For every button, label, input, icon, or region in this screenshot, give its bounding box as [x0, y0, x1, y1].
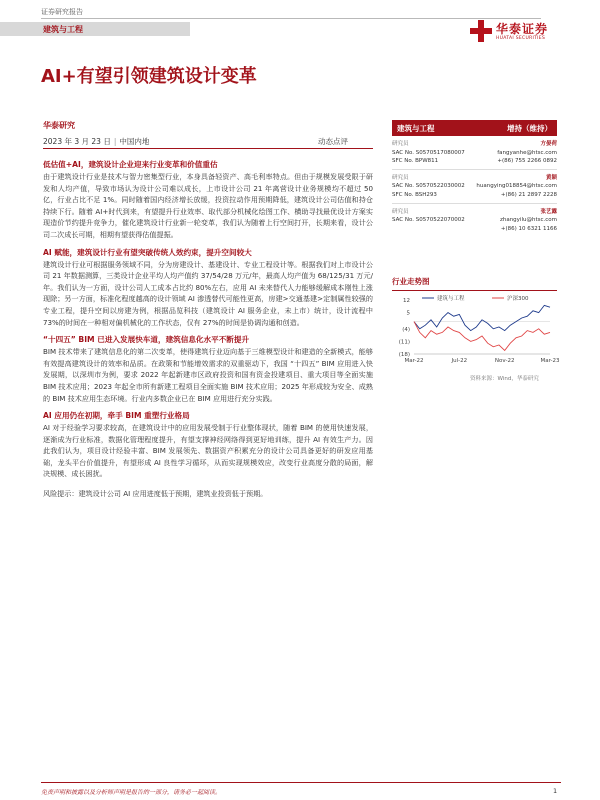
paragraph-text: 由于建筑设计行业是技术与智力密集型行业，本身具备轻资产、高毛利率特点。但由于规模发展受限于研发和人均产值，导致市场认为设计公司难以成长，上市设计公司 21 年离营设计业务规模均不超过 50 亿，行业占比不足 1%。同时随着国内经济增长放缓，投资拉动作用预期降低，建筑设计公司估值和持仓持续下行。随着 AI+时代到来，有望提升行业效率、取代部分机械化绘图工作、横助寻找最优设计方案实现造价节约提升竞争力，催化建筑设计行业新一轮变革，我们认为随着上行空间打开，长期来看，设计公司二次成长可期，相期有望获得估值提振。: [43, 172, 373, 239]
chart-source: 资料来源：Wind，华泰研究: [470, 376, 539, 382]
series-line-1: [414, 322, 550, 351]
rating-label: 增持（维持）: [507, 123, 552, 133]
footer-rule: [41, 782, 561, 783]
brand-name-cn: 华泰证券: [496, 21, 549, 36]
title-rule: [43, 148, 373, 149]
brand-mark-icon: [470, 20, 492, 42]
analyst-sac: SAC No. S0570517080007: [392, 149, 465, 156]
paragraph-text: AI 对于经验学习要求较高，在建筑设计中的应用发展受制于行业整体现状，随着 BIM 的使用快速发展，逐渐成为行业标准，数据化管理程度提升，有望支撑神经网络得到更好地训练，提升 AI 有效生产力。因此我们认为，项目设计经验丰富、BIM 发展领先、数据资产积累充分的设计公司具备更好的研发应用基础，龙头平台价值提升，有望形成 AI 良性学习循环，从而实现规模效应，改变行业高度分散的局面，解决规模、成长困扰。: [43, 423, 373, 479]
y-tick-label: 5: [406, 310, 410, 317]
analyst-role: 研究员: [392, 208, 409, 215]
risk-warning: 风险提示：建筑设计公司 AI 应用进度低于预期，建筑业投资低于预期。: [43, 489, 268, 499]
analyst-email[interactable]: fangyanhe@htsc.com: [497, 149, 557, 156]
brand-logo: [470, 20, 570, 42]
industry-label: 建筑与工程: [397, 123, 435, 133]
y-tick-label: (11): [398, 339, 410, 346]
section-band: [0, 22, 190, 36]
chart-title: 行业走势图: [392, 277, 430, 286]
analyst-sac: SAC No. S0570522030002: [392, 183, 465, 190]
analyst-role: 研究员: [392, 141, 409, 147]
analyst-phone: +(86) 21 2897 2228: [500, 191, 557, 198]
section-label: 建筑与工程: [43, 25, 83, 34]
analyst-card: [392, 174, 557, 204]
analyst-name: 张艺露: [540, 208, 557, 215]
paragraph-heading: 低估值+AI，建筑设计企业迎来行业变革和价值重估: [43, 160, 218, 169]
industry-trend-chart: [392, 292, 560, 372]
analyst-name: 黄颖: [545, 174, 557, 181]
date-line: 2023 年 3 月 23 日 | 中国内地: [43, 137, 150, 146]
paragraph-heading: “十四五” BIM 已进入发展快车道，建筑信息化水平不断提升: [43, 335, 250, 345]
y-tick-label: (4): [402, 326, 410, 333]
analyst-sfc: SFC No. BSH293: [392, 191, 437, 198]
analyst-sfc: SFC No. BPW811: [392, 158, 439, 165]
y-tick-label: (18): [398, 352, 410, 358]
report-region: 中国内地: [119, 137, 150, 146]
analyst-card: [392, 140, 557, 170]
analyst-phone: +(86) 10 6321 1166: [500, 225, 557, 232]
analyst-role: 研究员: [392, 174, 409, 181]
legend-label: 沪深300: [507, 296, 529, 302]
x-tick-label: Mar-23: [540, 358, 560, 364]
x-tick-label: Nov-22: [494, 358, 515, 364]
analyst-card: [392, 208, 557, 234]
brand-name-en: HUATAI SECURITIES: [496, 35, 546, 41]
x-tick-label: Mar-22: [404, 358, 424, 364]
report-title: AI+有望引领建筑设计变革: [41, 66, 257, 87]
report-date: 2023 年 3 月 23 日: [43, 137, 111, 146]
footer-disclaimer: 免责声明和披露以及分析师声明是报告的一部分，请务必一起阅读。: [41, 789, 222, 796]
legend-label: 建筑与工程: [437, 296, 465, 302]
paragraph-text: BIM 技术带来了建筑信息化的第二次变革，使得建筑行业迈向基于三维模型设计和建造的全新模式，能够有效提高建筑设计的效率和品质。在政策和节能增效需求的双重驱动下，我国 “十四五” BIM 应用进入快发展期，以深圳市为例，要求 2022 年起新建市区政府投资和国有资金投建项目、重大项目等全面实施 BIM 技术应用；2023 年起全市所有新建工程项目全面实施 BIM 技术应用；2025 年形成较为安全、成熟的 BIM 技术应用生态环境。行业内多数企业已在 BIM 应用进行充分实践。: [43, 347, 373, 403]
analyst-sac: SAC No. S0570522070002: [392, 217, 465, 224]
series-line-0: [414, 305, 550, 330]
analyst-phone: +(86) 755 2266 0892: [497, 158, 557, 165]
analyst-email[interactable]: huangying018854@htsc.com: [476, 183, 557, 190]
rating-header: [392, 120, 557, 136]
report-kind: 证券研究报告: [41, 8, 83, 16]
sidebar: [392, 120, 557, 233]
main-body: [43, 153, 373, 500]
paragraph-heading: AI 应用仍在初期，牵手 BIM 重塑行业格局: [43, 411, 190, 421]
chart-rule: [392, 290, 557, 291]
header-rule: [41, 18, 541, 19]
x-tick-label: Jul-22: [451, 358, 468, 364]
analyst-name: 方晏荷: [540, 141, 557, 147]
page-number: 1: [553, 787, 558, 795]
doc-type: 动态点评: [318, 137, 348, 146]
research-firm: 华泰研究: [43, 121, 75, 130]
y-tick-label: 12: [403, 298, 410, 304]
paragraph-heading: AI 赋能，建筑设计行业有望突破传统人效约束，提升空间较大: [43, 247, 252, 257]
paragraph-text: 建筑设计行业可根据服务领域不同，分为房建设计、基建设计、专业工程设计等。根据我们对上市设计公司 21 年数据测算，三类设计企业平均人均产值约 37/54/28 万元/年，最高人均产值为 68/125/31 万元/年。我们认为一方面，设计公司人工成本占比约 80%左右，应用 AI 未来替代人力能够缓解成本刚性上涨现除；另一方面，标准化程度越高的设计领域 AI 渗透替代可能性更高，房建>交通基建>定制属性较强的专业工程，提升空间以房建为例，根据品览科技（建筑设计 AI 服务企业，未上市）统计，设计流程中 73%的时间在一种相对偏机械化的工作状态，仅有 27%的时间是协调沟通和创造。: [43, 259, 373, 327]
analyst-email[interactable]: zhangyilu@htsc.com: [499, 217, 557, 224]
